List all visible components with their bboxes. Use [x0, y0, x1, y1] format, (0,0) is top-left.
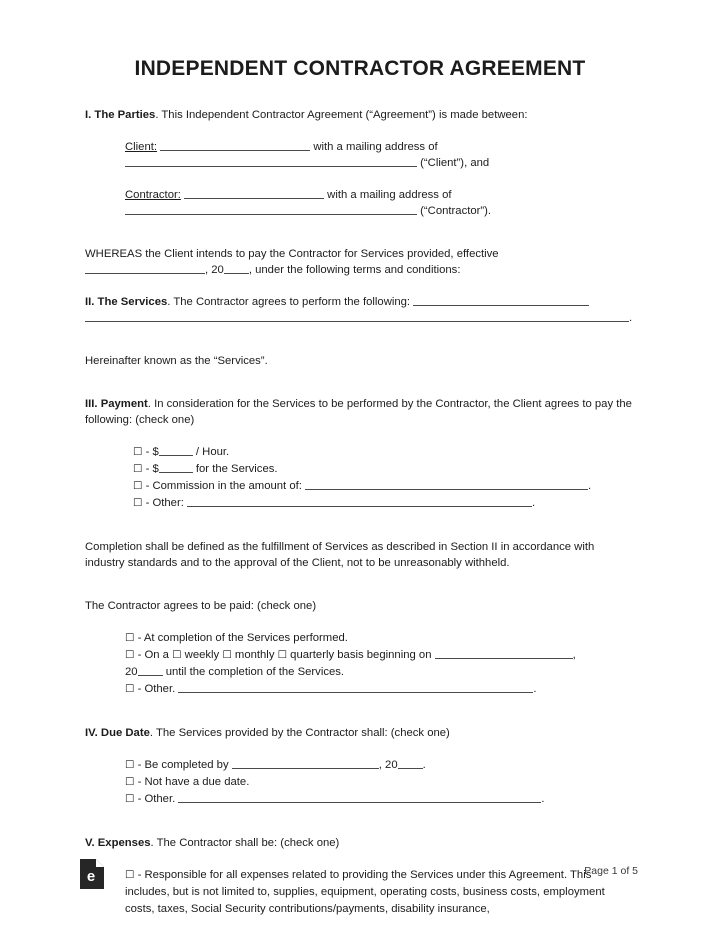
checkbox-icon[interactable]: ☐ — [133, 497, 143, 510]
paid-option-recurring-line2 — [125, 664, 635, 681]
payment-flat-amount-blank[interactable] — [159, 462, 193, 474]
contractor-name-blank[interactable] — [184, 187, 324, 199]
due-date-year-blank[interactable] — [398, 757, 423, 769]
expenses-heading-text: . The Contractor shall be: (check one) — [150, 836, 340, 849]
expenses-heading — [85, 835, 635, 851]
payment-option-commission-suffix: . — [588, 480, 592, 493]
due-date-blank[interactable] — [232, 757, 379, 769]
due-date-option-none-label: - Not have a due date. — [137, 776, 250, 789]
checkbox-icon[interactable]: ☐ — [125, 759, 135, 772]
whereas-year-label: , 20 — [205, 264, 224, 277]
payment-option-flat-prefix: - $ — [145, 463, 159, 476]
paid-option-recurring-comma: , — [572, 649, 576, 662]
expenses-option-responsible-label: - Responsible for all expenses related to providing the Services under this Agreement. This includes, but is not limited to, supplies, equipment, operating costs, business costs, employment costs, taxes, Social Security contributions/payments, disability insurance, — [125, 868, 605, 915]
whereas-text: WHEREAS the Client intends to pay the Contractor for Services provided, effective — [85, 248, 499, 261]
due-date-option-other-label: - Other. — [137, 792, 176, 805]
paid-year-blank[interactable] — [138, 664, 163, 676]
hereinafter-paragraph: Hereinafter known as the “Services”. — [85, 355, 268, 368]
due-date-option-completed-by[interactable] — [125, 757, 635, 774]
due-date-option-other[interactable] — [125, 791, 635, 808]
checkbox-icon[interactable]: ☐ — [125, 649, 135, 662]
paid-option-monthly-label: monthly — [234, 649, 275, 662]
checkbox-icon[interactable]: ☐ — [125, 683, 135, 696]
checkbox-icon[interactable]: ☐ — [125, 868, 135, 881]
page-number: Page 1 of 5 — [584, 865, 638, 877]
paid-option-year-label: 20 — [125, 666, 138, 679]
payment-other-blank[interactable] — [187, 496, 532, 508]
paid-intro: The Contractor agrees to be paid: (check one) — [85, 600, 317, 613]
paid-begin-date-blank[interactable] — [435, 648, 573, 660]
payment-option-commission[interactable] — [133, 478, 635, 495]
due-date-option-completed-by-prefix: - Be completed by — [137, 759, 229, 772]
payment-commission-blank[interactable] — [305, 479, 588, 491]
payment-options — [133, 444, 635, 512]
page-title: INDEPENDENT CONTRACTOR AGREEMENT — [134, 57, 586, 80]
payment-option-hourly-suffix: / Hour. — [195, 446, 230, 459]
parties-heading-label: I. The Parties — [85, 109, 156, 122]
paid-option-other-label: - Other. — [137, 683, 176, 696]
checkbox-icon[interactable]: ☐ — [125, 792, 135, 805]
paid-other-blank[interactable] — [178, 681, 533, 693]
whereas-line-1 — [85, 246, 635, 262]
client-label: Client: — [125, 141, 158, 154]
services-line-2 — [85, 310, 635, 326]
services-blank-1[interactable] — [413, 295, 589, 307]
client-address-line — [125, 155, 635, 171]
services-heading-label: II. The Services — [85, 296, 168, 309]
payment-heading-text: . In consideration for the Services to be performed by the Contractor, the Client agrees to pay the following: (check one) — [85, 398, 632, 427]
contractor-line-tail: with a mailing address of — [327, 189, 452, 202]
services-blank-2[interactable] — [85, 311, 629, 323]
whereas-date-blank[interactable] — [85, 263, 205, 275]
due-date-option-none[interactable] — [125, 774, 635, 791]
contractor-label: Contractor: — [125, 189, 181, 202]
page-footer — [0, 851, 720, 931]
payment-option-commission-prefix: - Commission in the amount of: — [145, 480, 302, 493]
checkbox-icon[interactable]: ☐ — [133, 480, 143, 493]
checkbox-icon[interactable]: ☐ — [133, 463, 143, 476]
whereas-year-blank[interactable] — [224, 263, 249, 275]
client-suffix: (“Client”), and — [420, 157, 490, 170]
due-date-heading-label: IV. Due Date — [85, 727, 150, 740]
services-trailing-period: . — [629, 312, 633, 325]
payment-option-flat[interactable] — [133, 461, 635, 478]
client-name-blank[interactable] — [160, 139, 310, 151]
due-date-other-blank[interactable] — [178, 791, 541, 803]
payment-hourly-amount-blank[interactable] — [159, 445, 193, 457]
services-heading — [85, 294, 635, 310]
parties-heading — [85, 107, 635, 123]
parties-heading-text: . This Independent Contractor Agreement (“Agreement”) is made between: — [155, 109, 528, 122]
checkbox-icon-weekly[interactable]: ☐ — [172, 649, 182, 662]
paid-option-quarterly-label: quarterly basis beginning on — [290, 649, 432, 662]
paid-options — [125, 630, 635, 698]
checkbox-icon[interactable]: ☐ — [125, 776, 135, 789]
payment-heading — [85, 396, 635, 428]
checkbox-icon-quarterly[interactable]: ☐ — [277, 649, 288, 662]
payment-option-flat-suffix: for the Services. — [195, 463, 278, 476]
contractor-address-line — [125, 203, 635, 219]
due-date-option-other-suffix: . — [541, 792, 545, 805]
due-date-option-period: . — [422, 759, 426, 772]
payment-heading-label: III. Payment — [85, 398, 148, 411]
eforms-logo-icon — [80, 859, 104, 889]
expenses-heading-label: V. Expenses — [85, 836, 151, 849]
services-heading-text: . The Contractor agrees to perform the following: — [167, 296, 411, 309]
paid-option-recurring[interactable] — [125, 647, 635, 664]
client-line-tail: with a mailing address of — [313, 141, 438, 154]
whereas-tail: , under the following terms and conditions: — [248, 264, 461, 277]
contractor-line — [125, 187, 635, 203]
contractor-address-blank[interactable] — [125, 203, 417, 215]
paid-option-other[interactable] — [125, 681, 635, 698]
due-date-heading — [85, 725, 635, 741]
paid-option-recurring-tail: until the completion of the Services. — [165, 666, 345, 679]
payment-option-hourly-prefix: - $ — [145, 446, 159, 459]
checkbox-icon-monthly[interactable]: ☐ — [222, 649, 232, 662]
svg-text:e: e — [86, 868, 96, 885]
paid-option-completion[interactable] — [125, 630, 635, 647]
contractor-suffix: (“Contractor”). — [420, 205, 492, 218]
paid-option-recurring-prefix: - On a — [137, 649, 169, 662]
paid-option-completion-label: - At completion of the Services performed. — [137, 632, 348, 645]
due-date-heading-text: . The Services provided by the Contractor shall: (check one) — [149, 727, 450, 740]
paid-option-weekly-label: weekly — [184, 649, 220, 662]
paid-option-other-suffix: . — [533, 683, 537, 696]
client-line — [125, 139, 635, 155]
client-block — [125, 139, 635, 171]
payment-option-hourly[interactable] — [133, 444, 635, 461]
contractor-block — [125, 187, 635, 219]
due-date-year-label: , 20 — [378, 759, 398, 772]
client-address-blank[interactable] — [125, 155, 417, 167]
whereas-line-2 — [85, 262, 635, 278]
payment-option-other-suffix: . — [532, 497, 536, 510]
payment-option-other[interactable] — [133, 495, 635, 512]
checkbox-icon[interactable]: ☐ — [125, 632, 135, 645]
due-date-options — [125, 757, 635, 808]
payment-option-other-prefix: - Other: — [145, 497, 184, 510]
page-content — [85, 0, 635, 918]
checkbox-icon[interactable]: ☐ — [133, 446, 143, 459]
completion-paragraph: Completion shall be defined as the fulfillment of Services as described in Section II in accordance with industry standards and to the approval of the Client, not to be unreasonably withheld. — [85, 541, 595, 570]
